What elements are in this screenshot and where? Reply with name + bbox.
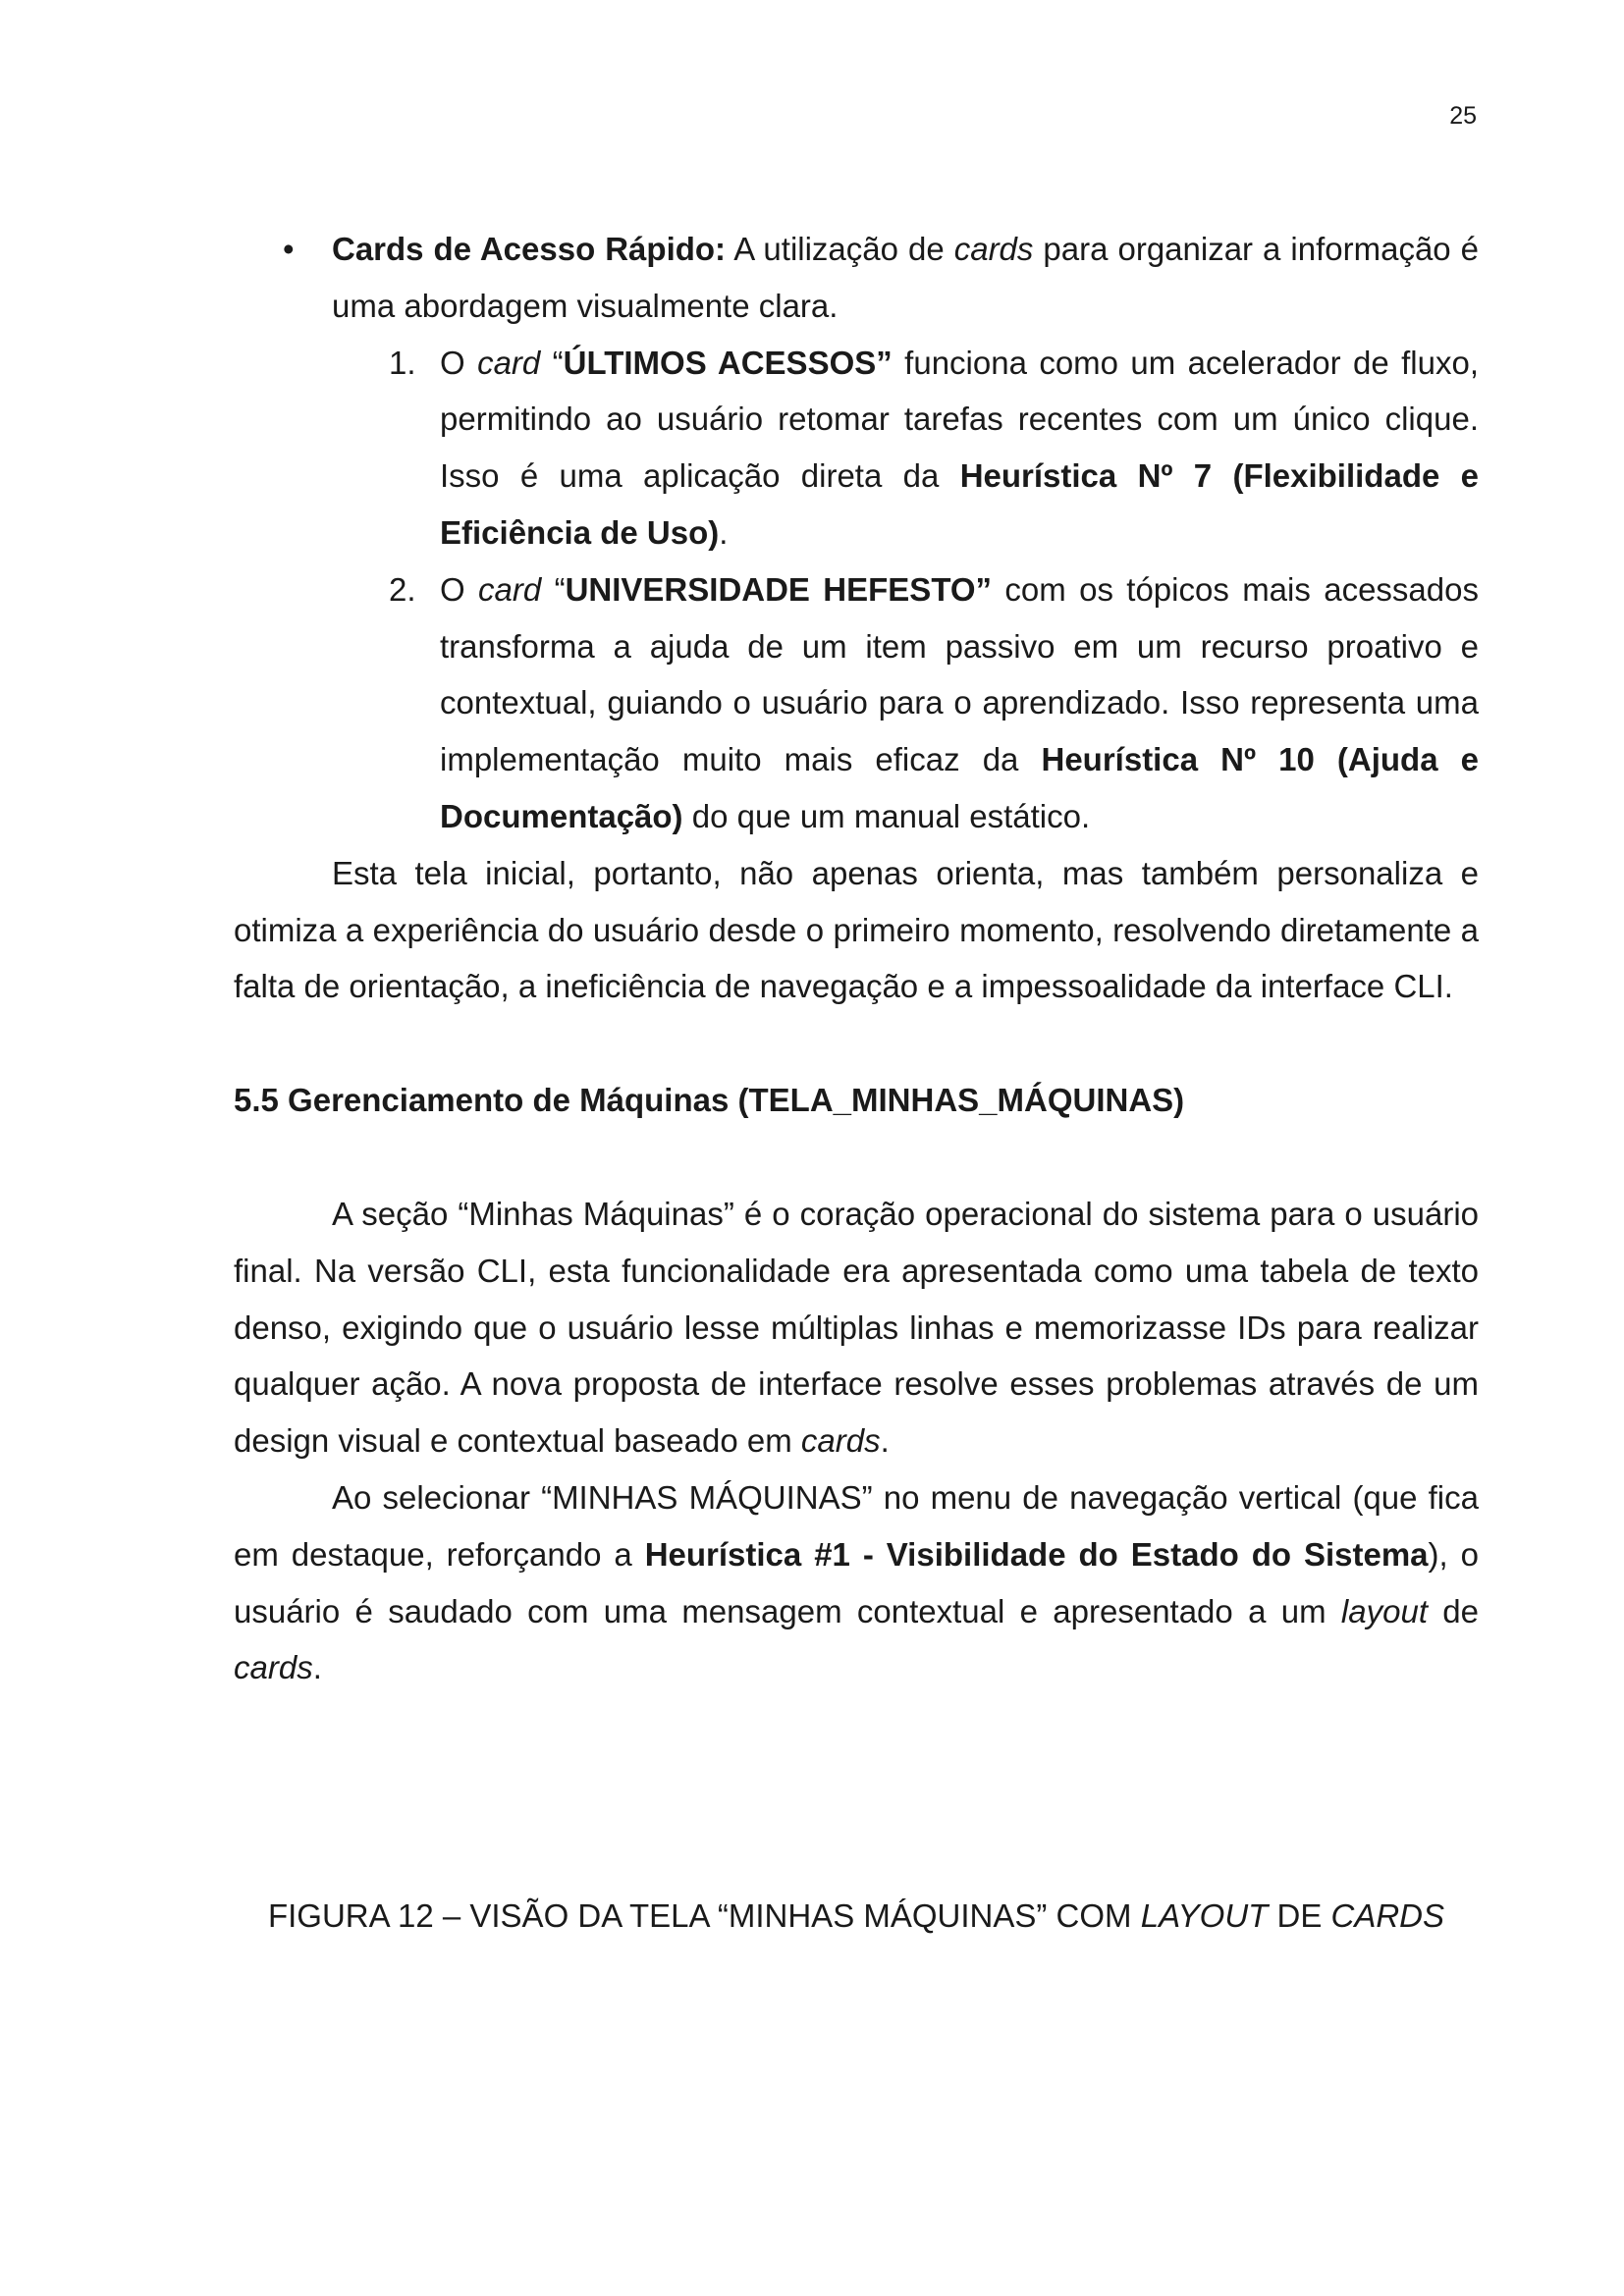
- paragraph-minhas-maquinas-intro: A seção “Minhas Máquinas” é o coração operacional do sistema para o usuário final. Na versão CLI, esta funcionalidade era apresentada como uma tabela de texto denso, exigindo que o usuário lesse múltiplas linhas e memorizasse IDs para realizar qualquer ação. A nova proposta de interface resolve esses problemas através de um design visual e contextual baseado em cards.: [234, 1195, 1479, 1460]
- list-item-ultimos-acessos: 1. O card “ÚLTIMOS ACESSOS” funciona como um acelerador de fluxo, permitindo ao usuário retomar tarefas recentes com um único clique. Isso é uma aplicação direta da Heurística Nº 7 (Flexibilidade e Eficiência de Uso).: [234, 335, 1479, 561]
- page-number: 25: [1449, 102, 1477, 130]
- list-number: 1.: [389, 344, 416, 381]
- paragraph-navigation: Ao selecionar “MINHAS MÁQUINAS” no menu de navegação vertical (que fica em destaque, reforçando a Heurística #1 - Visibilidade do Estado do Sistema), o usuário é saudado com uma mensagem contextual e apresentado a um layout de cards.: [234, 1478, 1480, 1686]
- figure-caption: FIGURA 12 – VISÃO DA TELA “MINHAS MÁQUINAS” COM LAYOUT DE CARDS: [267, 1897, 1445, 1935]
- paragraph-conclusion: Esta tela inicial, portanto, não apenas orienta, mas também personaliza e otimiza a experiência do usuário desde o primeiro momento, resolvendo diretamente a falta de orientação, a ineficiência de navegação e a impessoalidade da interface CLI.: [234, 854, 1479, 1005]
- list-item-universidade-hefesto: 2. O card “UNIVERSIDADE HEFESTO” com os tópicos mais acessados transforma a ajuda de um item passivo em um recurso proativo e contextual, guiando o usuário para o aprendizado. Isso representa uma implementação muito mais eficaz da Heurística Nº 10 (Ajuda e Documentação) do que um manual estático.: [234, 561, 1479, 845]
- document-body: [234, 221, 1479, 1945]
- list-number: 2.: [389, 570, 416, 608]
- bullet-marker: •: [283, 231, 295, 267]
- bullet-item-quick-access-cards: • Cards de Acesso Rápido: A utilização de cards para organizar a informação é uma abordagem visualmente clara.: [234, 221, 1479, 335]
- section-heading: 5.5 Gerenciamento de Máquinas (TELA_MINHAS_MÁQUINAS): [234, 1082, 1185, 1119]
- bullet-label: Cards de Acesso Rápido:: [332, 231, 727, 267]
